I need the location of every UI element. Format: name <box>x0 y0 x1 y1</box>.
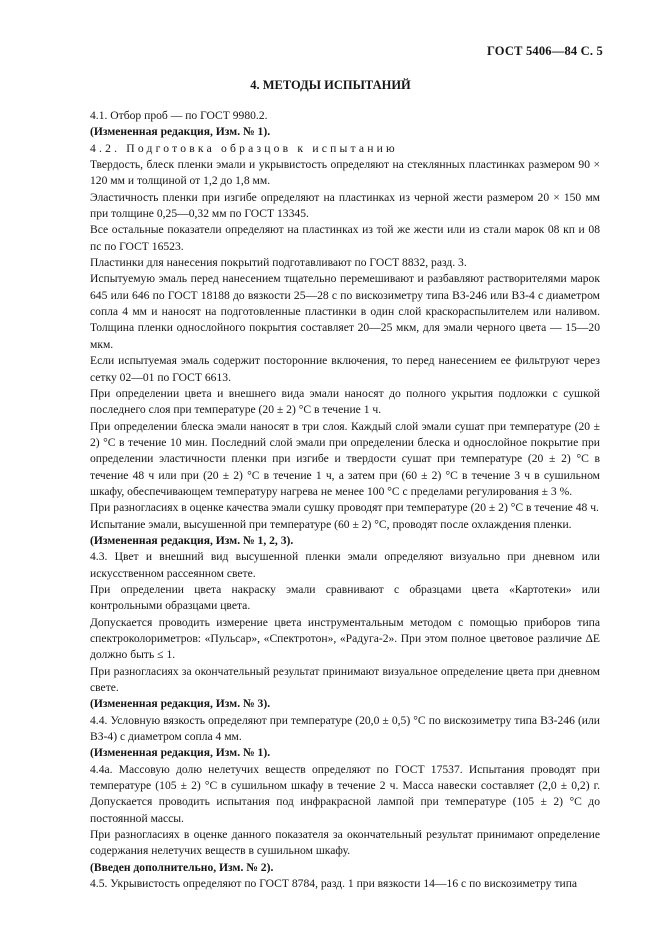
page-header: ГОСТ 5406—84 С. 5 <box>486 44 603 58</box>
amendment-note: (Измененная редакция, Изм. № 1, 2, 3). <box>90 533 294 547</box>
paragraph: Испытание эмали, высушенной при температуре (60 ± 2) °С, проводят после охлаждения пленки. <box>90 517 572 531</box>
paragraph: Испытуемую эмаль перед нанесением тщательно перемешивают и разбавляют растворителями марок 645 или 646 по ГОСТ 18188 до вязкости 25—28 с по вискозиметру типа ВЗ-246 или ВЗ-4 с диаметром сопла 4 мм и наносят на подготовленные пластинки в один слой краскораспылителем или наливом. Толщина пленки однослойного покрытия составляет 20—25 мкм, для эмали черного цвета — 15—20 мкм. <box>90 272 600 351</box>
paragraph: При разногласиях за окончательный результат принимают визуальное определение цвета при дневном свете. <box>90 664 600 695</box>
paragraph: 4.4. Условную вязкость определяют при температуре (20,0 ± 0,5) °С по вискозиметру типа ВЗ-246 (или ВЗ-4) с диаметром сопла 4 мм. <box>90 713 600 744</box>
paragraph: При разногласиях в оценке данного показателя за окончательный результат принимают определение содержания нелетучих веществ в сушильном шкафу. <box>90 828 600 858</box>
amendment-note: (Введен дополнительно, Изм. № 2). <box>90 860 274 874</box>
paragraph: 4.3. Цвет и внешний вид высушенной пленки эмали определяют визуально при дневном или искусственном рассеянном свете. <box>90 550 600 580</box>
paragraph: 4.4а. Массовую долю нелетучих веществ определяют по ГОСТ 17537. Испытания проводят при температуре (105 ± 2) °С в сушильном шкафу в течение 2 ч. Масса навески составляет (2,0 ± 0,2) г. Допускается проводить испытания под инфракрасной лампой при температуре (105 ± 2) °С до постоянной массы. <box>90 762 600 825</box>
amendment-note: (Измененная редакция, Изм. № 3). <box>90 697 271 711</box>
paragraph: Допускается проводить измерение цвета инструментальным методом с помощью приборов типа спектроколориметров: «Пульсар», «Спектротон», «Радуга-2». При этом полное цветовое различие ΔE должно быть ≤ 1. <box>90 615 600 662</box>
paragraph: При определении цвета и внешнего вида эмали наносят до полного укрытия подложки с сушкой последнего слоя при температуре (20 ± 2) °С в течение 1 ч. <box>90 386 600 417</box>
amendment-note: (Измененная редакция, Изм. № 1). <box>90 746 271 760</box>
paragraph: Пластинки для нанесения покрытий подготавливают по ГОСТ 8832, разд. 3. <box>90 256 467 270</box>
paragraph: При разногласиях в оценке качества эмали сушку проводят при температуре (20 ± 2) °С в течение 48 ч. <box>90 501 599 515</box>
section-title: 4. МЕТОДЫ ИСПЫТАНИЙ <box>250 78 411 92</box>
amendment-note: (Измененная редакция, Изм. № 1). <box>90 125 271 139</box>
paragraph: При определении блеска эмали наносят в три слоя. Каждый слой эмали сушат при температуре (20 ± 2) °С в течение 10 мин. Последний слой эмали при определении блеска и однослойное покрытие при определении эластичности пленки при изгибе и твердости сушат при температуре (20 ± 2) °С в течение 48 ч или при (20 ± 2) °С в течение 1 ч, а затем при (60 ± 2) °С в течение 3 ч в сушильном шкафу, обеспечивающем температуру нагрева не менее 100 °С с пределами регулирования ± 3 %. <box>90 419 600 498</box>
paragraph: Твердость, блеск пленки эмали и укрывистость определяют на стеклянных пластинках размером 90 × 120 мм и толщиной от 1,2 до 1,8 мм. <box>90 158 600 188</box>
paragraph: При определении цвета накраску эмали сравнивают с образцами цвета «Картотеки» или контрольными образцами цвета. <box>90 582 600 613</box>
paragraph: Все остальные показатели определяют на пластинках из той же жести или из стали марок 08 кп и 08 пс по ГОСТ 16523. <box>90 223 600 253</box>
subsection-heading: 4.2. Подготовка образцов к испытанию <box>90 141 398 155</box>
paragraph: Эластичность пленки при изгибе определяют на пластинках из черной жести размером 20 × 150 мм при толщине 0,25—0,32 мм по ГОСТ 13345. <box>90 190 600 221</box>
paragraph: Если испытуемая эмаль содержит посторонние включения, то перед нанесением ее фильтруют через сетку 02—01 по ГОСТ 6613. <box>90 354 600 384</box>
document-body <box>90 108 600 893</box>
paragraph: 4.1. Отбор проб — по ГОСТ 9980.2. <box>90 109 268 122</box>
paragraph: 4.5. Укрывистость определяют по ГОСТ 8784, разд. 1 при вязкости 14—16 с по вискозиметру типа <box>90 877 578 891</box>
